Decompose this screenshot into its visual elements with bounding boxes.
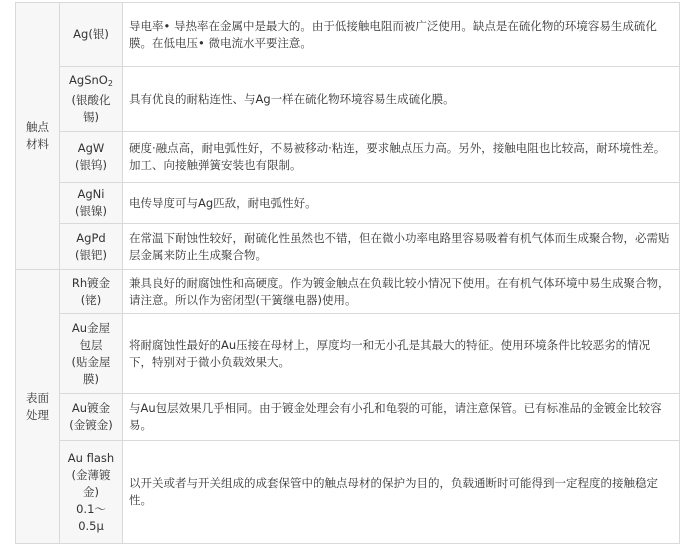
material-formula-subscript: 2	[107, 79, 113, 88]
material-cell	[60, 67, 123, 132]
category-label-line: 处理	[26, 407, 49, 422]
table-row	[16, 132, 680, 183]
material-name: Rh镀金	[71, 275, 111, 290]
material-name: AgPd	[76, 230, 106, 245]
material-cell	[60, 314, 123, 394]
category-label-line: 表面	[26, 390, 49, 405]
description-cell: 硬度·融点高，耐电弧性好，不易被移动·粘连，要求触点压力高。另外，接触电阻也比较高，耐环境性差。加工、向接触弹簧安装也有限制。	[123, 132, 680, 183]
description-cell: 将耐腐蚀性最好的Au压接在母材上，厚度均一和无小孔是其最大的特征。使用环境条件比较恶劣的情况下，特别对于微小负载效果大。	[123, 314, 680, 394]
material-name-line: 金)	[83, 484, 99, 499]
material-name: Au镀金	[71, 401, 111, 415]
category-label-line: 触点	[26, 120, 49, 134]
material-cell	[60, 224, 123, 270]
material-name-line: (银酸化	[71, 93, 111, 107]
material-name-line: (银镍)	[75, 204, 107, 218]
material-name-line: (金薄镀	[71, 467, 111, 482]
category-cell-surface-treatment	[16, 270, 60, 544]
material-name-line: 0.1～	[76, 501, 106, 516]
material-cell	[60, 441, 123, 544]
material-cell	[60, 270, 123, 314]
table-row	[16, 441, 680, 544]
description-cell: 兼具良好的耐腐蚀性和高硬度。作为镀金触点在负载比较小情况下使用。在有机气体环境中易生成聚合物，请注意。所以作为密闭型(干簧继电器)使用。	[123, 270, 680, 314]
material-name-line: 包层	[79, 337, 103, 352]
table-row	[16, 314, 680, 394]
material-name: AgW	[77, 141, 105, 155]
table-row	[16, 224, 680, 270]
material-name	[66, 72, 116, 92]
description-cell: 具有优良的耐粘连性、与Ag一样在硫化物环境容易生成硫化膜。	[123, 67, 680, 132]
material-name-line: 锡)	[83, 110, 99, 124]
material-name-line: 0.5μ	[78, 518, 104, 533]
material-formula: AgSnO	[69, 73, 108, 87]
category-label-line: 材料	[26, 137, 49, 151]
material-name-line: (银钯)	[75, 247, 107, 262]
table-row	[16, 394, 680, 441]
description-cell: 与Au包层效果几乎相同。由于镀金处理会有小孔和龟裂的可能，请注意保管。已有标准品的金镀金比较容易。	[123, 394, 680, 441]
material-name: Ag(银)	[73, 27, 109, 41]
material-cell	[60, 132, 123, 183]
material-cell	[60, 183, 123, 224]
description-cell: 以开关或者与开关组成的成套保管中的触点母材的保护为目的，负载通断时可能得到一定程度的接触稳定性。	[123, 441, 680, 544]
material-name: Au flash	[67, 450, 115, 465]
material-cell	[60, 3, 123, 67]
material-name-line: (铑)	[80, 292, 102, 307]
material-cell	[60, 394, 123, 441]
description-cell: 在常温下耐蚀性较好，耐硫化性虽然也不错，但在微小功率电路里容易吸着有机气体而生成聚合物，必需贴层金属来防止生成聚合物。	[123, 224, 680, 270]
material-name-line: (银钨)	[75, 158, 107, 172]
contact-material-table	[15, 2, 680, 544]
material-name: Au金屋	[71, 320, 111, 335]
material-name-line: 膜)	[83, 371, 99, 386]
material-name-line: (金镀金)	[69, 418, 113, 432]
material-name-line: (贴金屋	[71, 354, 111, 369]
table-row	[16, 3, 680, 67]
table-row	[16, 183, 680, 224]
description-cell: 电传导度可与Ag匹敌，耐电弧性好。	[123, 183, 680, 224]
table-row	[16, 67, 680, 132]
description-cell: 导电率• 导热率在金属中是最大的。由于低接触电阻而被广泛使用。缺点是在硫化物的环境容易生成硫化膜。在低电压• 微电流水平要注意。	[123, 3, 680, 67]
material-name: AgNi	[77, 187, 105, 201]
table-row	[16, 270, 680, 314]
category-cell-contact-material	[16, 3, 60, 270]
